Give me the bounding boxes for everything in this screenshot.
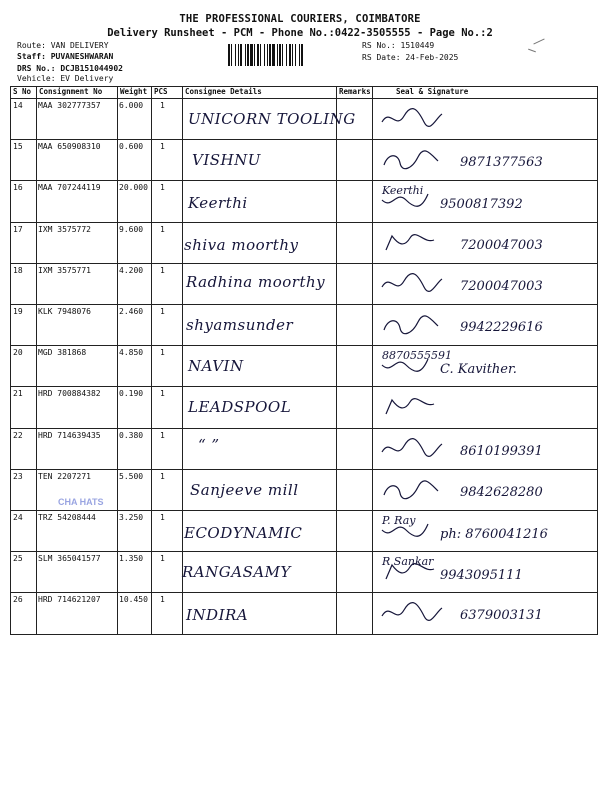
barcode-bar [235,44,236,66]
consignee-handwriting: “ ” [198,436,220,454]
signature-phone: 9871377563 [460,155,543,170]
barcode-bar [247,44,249,66]
column-header-consignment: Consignment No [39,87,103,96]
serial-number: 23 [13,472,23,481]
weight-value: 9.600 [119,225,144,234]
pcs-value: 1 [160,183,165,192]
signature-phone: 9943095111 [440,568,523,583]
pcs-value: 1 [160,225,165,234]
consignee-handwriting: shyamsunder [186,316,294,334]
signature-name: Keerthi [382,184,424,197]
serial-number: 26 [13,595,23,604]
column-header-pcs: PCS [154,87,168,96]
column-header-weight: Weight [120,87,148,96]
consignee-handwriting: UNICORN TOOLING [188,110,356,128]
barcode-bar [301,44,303,66]
serial-number: 15 [13,142,23,151]
barcode [228,44,353,66]
signature-phone: ph: 8760041216 [440,527,548,542]
document-subtitle: Delivery Runsheet - PCM - Phone No.:0422-3505555 - Page No.:2 [107,27,493,39]
consignee-handwriting: Radhina moorthy [186,273,326,291]
weight-value: 4.200 [119,266,144,275]
consignment-number: SLM 365041577 [38,554,101,563]
signature-scribble [378,475,448,505]
consignment-number: MAA 650908310 [38,142,101,151]
signature-scribble [378,228,448,258]
weight-value: 4.850 [119,348,144,357]
signature-scribble [378,145,448,175]
pcs-value: 1 [160,431,165,440]
consignment-number: TEN 2207271 [38,472,91,481]
weight-value: 0.600 [119,142,144,151]
column-header-remarks: Remarks [339,87,371,96]
signature-scribble [378,516,448,546]
pcs-value: 1 [160,389,165,398]
row-divider [10,469,598,470]
weight-value: 3.250 [119,513,144,522]
pen-mark [528,49,536,53]
serial-number: 24 [13,513,23,522]
serial-number: 20 [13,348,23,357]
row-divider [10,634,598,635]
row-divider [10,345,598,346]
weight-value: 5.500 [119,472,144,481]
signature-phone: 9942229616 [460,320,543,335]
barcode-bar [277,44,278,66]
signature-phone: 7200047003 [460,238,543,253]
pcs-value: 1 [160,595,165,604]
barcode-bar [257,44,259,66]
drs-number: DRS No.: DCJB151044902 [17,64,123,73]
serial-number: 22 [13,431,23,440]
serial-number: 21 [13,389,23,398]
column-header-sno: S No [13,87,32,96]
consignee-handwriting: INDIRA [186,606,249,624]
row-divider [10,386,598,387]
consignment-number: TRZ 54208444 [38,513,96,522]
consignee-handwriting: RANGASAMY [182,563,291,581]
consignment-number: KLK 7948076 [38,307,91,316]
consignment-number: MAA 302777357 [38,101,101,110]
consignee-handwriting: ECODYNAMIC [184,524,303,542]
row-divider [10,86,598,87]
pcs-value: 1 [160,513,165,522]
route-label: Route: VAN DELIVERY [17,41,109,50]
signature-name: R Sankar [382,555,434,568]
pcs-value: 1 [160,472,165,481]
weight-value: 0.190 [119,389,144,398]
weight-value: 0.380 [119,431,144,440]
barcode-bar [245,44,246,66]
consignee-handwriting: VISHNU [192,151,261,169]
consignee-handwriting: Keerthi [188,194,248,212]
barcode-bar [240,44,242,66]
row-divider [10,263,598,264]
consignee-handwriting: Sanjeeve mill [190,481,299,499]
faded-stamp: CHA HATS [58,497,104,507]
pcs-value: 1 [160,307,165,316]
consignee-handwriting: NAVIN [188,357,244,375]
column-header-seal: Seal & Signature [396,87,469,96]
row-divider [10,551,598,552]
barcode-bar [260,44,261,66]
signature-scribble [378,269,448,299]
weight-value: 2.460 [119,307,144,316]
runsheet-table [10,86,598,634]
pcs-value: 1 [160,142,165,151]
rs-date: RS Date: 24-Feb-2025 [362,53,459,62]
column-header-consignee: Consignee Details [185,87,262,96]
signature-phone: C. Kavither. [440,362,517,377]
weight-value: 10.450 [119,595,148,604]
staff-label: Staff: PUVANESHWARAN [17,52,114,61]
pen-mark [533,39,544,45]
row-divider [10,139,598,140]
pcs-value: 1 [160,554,165,563]
serial-number: 25 [13,554,23,563]
signature-scribble [378,392,448,422]
pcs-value: 1 [160,266,165,275]
barcode-bar [254,44,255,66]
signature-scribble [378,557,448,587]
consignment-number: MGD 381868 [38,348,87,357]
signature-scribble [378,598,448,628]
serial-number: 18 [13,266,23,275]
consignment-number: MAA 707244119 [38,183,101,192]
row-divider [10,98,598,99]
signature-scribble [378,310,448,340]
row-divider [10,304,598,305]
barcode-bar [272,44,275,66]
consignee-handwriting: LEADSPOOL [188,398,292,416]
weight-value: 20.000 [119,183,148,192]
serial-number: 17 [13,225,23,234]
consignment-number: HRD 700884382 [38,389,101,398]
barcode-bar [292,44,293,66]
signature-phone: 9842628280 [460,485,543,500]
signature-scribble [378,351,448,381]
barcode-bar [231,44,232,66]
row-divider [10,222,598,223]
barcode-bar [289,44,291,66]
consignee-handwriting: shiva moorthy [184,236,299,254]
signature-scribble [378,104,448,134]
serial-number: 19 [13,307,23,316]
signature-phone: 9500817392 [440,197,523,212]
barcode-bar [286,44,287,66]
serial-number: 14 [13,101,23,110]
barcode-bar [269,44,271,66]
row-divider [10,428,598,429]
barcode-bar [250,44,253,66]
signature-scribble [378,186,448,216]
pcs-value: 1 [160,101,165,110]
pcs-value: 1 [160,348,165,357]
barcode-bar [264,44,265,66]
rs-number: RS No.: 1510449 [362,41,435,50]
barcode-bar [295,44,296,66]
barcode-bar [299,44,300,66]
signature-phone: 8610199391 [460,444,543,459]
vehicle-label: Vehicle: EV Delivery [17,74,114,83]
barcode-bar [279,44,281,66]
barcode-bar [238,44,239,66]
row-divider [10,180,598,181]
weight-value: 6.000 [119,101,144,110]
consignment-number: IXM 3575771 [38,266,91,275]
document-title: THE PROFESSIONAL COURIERS, COIMBATORE [179,13,421,25]
signature-name: 8870555591 [382,349,452,362]
consignment-number: IXM 3575772 [38,225,91,234]
row-divider [10,592,598,593]
barcode-bar [267,44,268,66]
consignment-number: HRD 714639435 [38,431,101,440]
signature-scribble [378,434,448,464]
signature-phone: 6379003131 [460,608,543,623]
barcode-bar [282,44,283,66]
weight-value: 1.350 [119,554,144,563]
signature-name: P. Ray [382,514,416,527]
barcode-bar [228,44,230,66]
signature-phone: 7200047003 [460,279,543,294]
serial-number: 16 [13,183,23,192]
consignment-number: HRD 714621207 [38,595,101,604]
